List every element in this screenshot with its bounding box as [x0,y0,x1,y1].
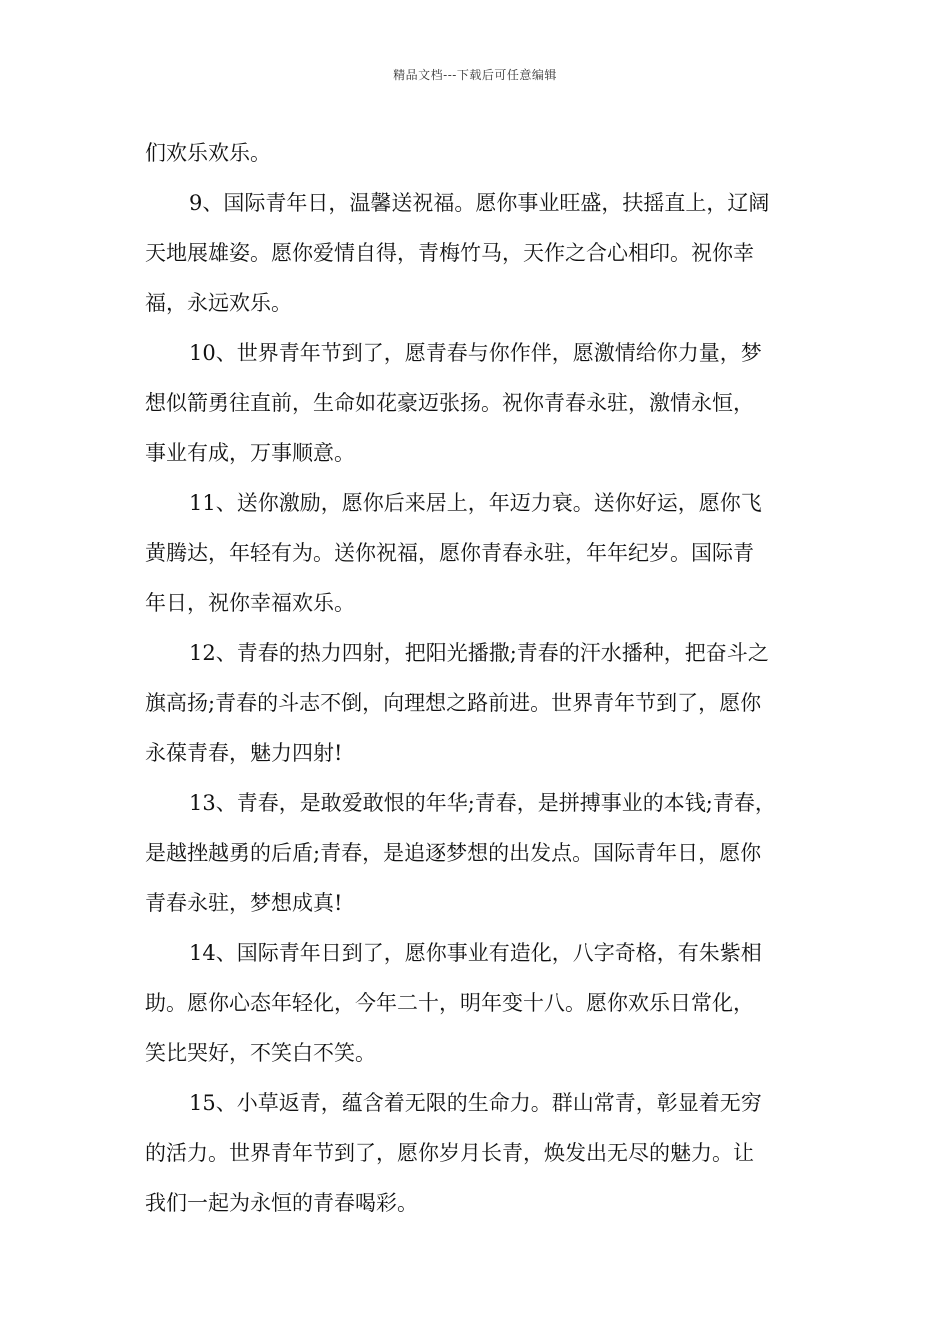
text-line: 的活力。世界青年节到了，愿你岁月长青，焕发出无尽的魅力。让 [145,1141,754,1165]
text-line: 是越挫越勇的后盾;青春，是追逐梦想的出发点。国际青年日，愿你 [145,841,762,865]
text-line: 们欢乐欢乐。 [145,141,271,165]
page-header: 精品文档---下载后可任意编辑 [393,68,557,82]
text-line: 笑比哭好，不笑白不笑。 [145,1041,376,1065]
text-line: 14、国际青年日到了，愿你事业有造化，八字奇格，有朱紫相 [189,941,762,965]
text-line: 15、小草返青，蕴含着无限的生命力。群山常青，彰显着无穷 [189,1091,762,1115]
text-line: 助。愿你心态年轻化，今年二十，明年变十八。愿你欢乐日常化， [145,991,754,1015]
text-line: 12、青春的热力四射，把阳光播撒;青春的汗水播种，把奋斗之 [189,641,769,665]
text-line: 天地展雄姿。愿你爱情自得，青梅竹马，天作之合心相印。祝你幸 [145,241,754,265]
text-line: 我们一起为永恒的青春喝彩。 [145,1191,418,1215]
document-body [145,128,809,1228]
text-line: 旗高扬;青春的斗志不倒，向理想之路前进。世界青年节到了，愿你 [145,691,762,715]
text-line: 青春永驻，梦想成真! [145,891,343,915]
text-line: 年日，祝你幸福欢乐。 [145,591,355,615]
text-line: 想似箭勇往直前，生命如花豪迈张扬。祝你青春永驻，激情永恒， [145,391,754,415]
text-line: 13、青春，是敢爱敢恨的年华;青春，是拼搏事业的本钱;青春， [189,791,776,815]
text-line: 福，永远欢乐。 [145,291,292,315]
text-line: 事业有成，万事顺意。 [145,441,355,465]
text-line: 10、世界青年节到了，愿青春与你作伴，愿激情给你力量，梦 [189,341,762,365]
text-line: 永葆青春，魅力四射! [145,741,343,765]
text-line: 黄腾达，年轻有为。送你祝福，愿你青春永驻，年年纪岁。国际青 [145,541,754,565]
text-line: 9、国际青年日，温馨送祝福。愿你事业旺盛，扶摇直上，辽阔 [189,191,770,215]
text-line: 11、送你激励，愿你后来居上，年迈力衰。送你好运，愿你飞 [189,491,762,515]
